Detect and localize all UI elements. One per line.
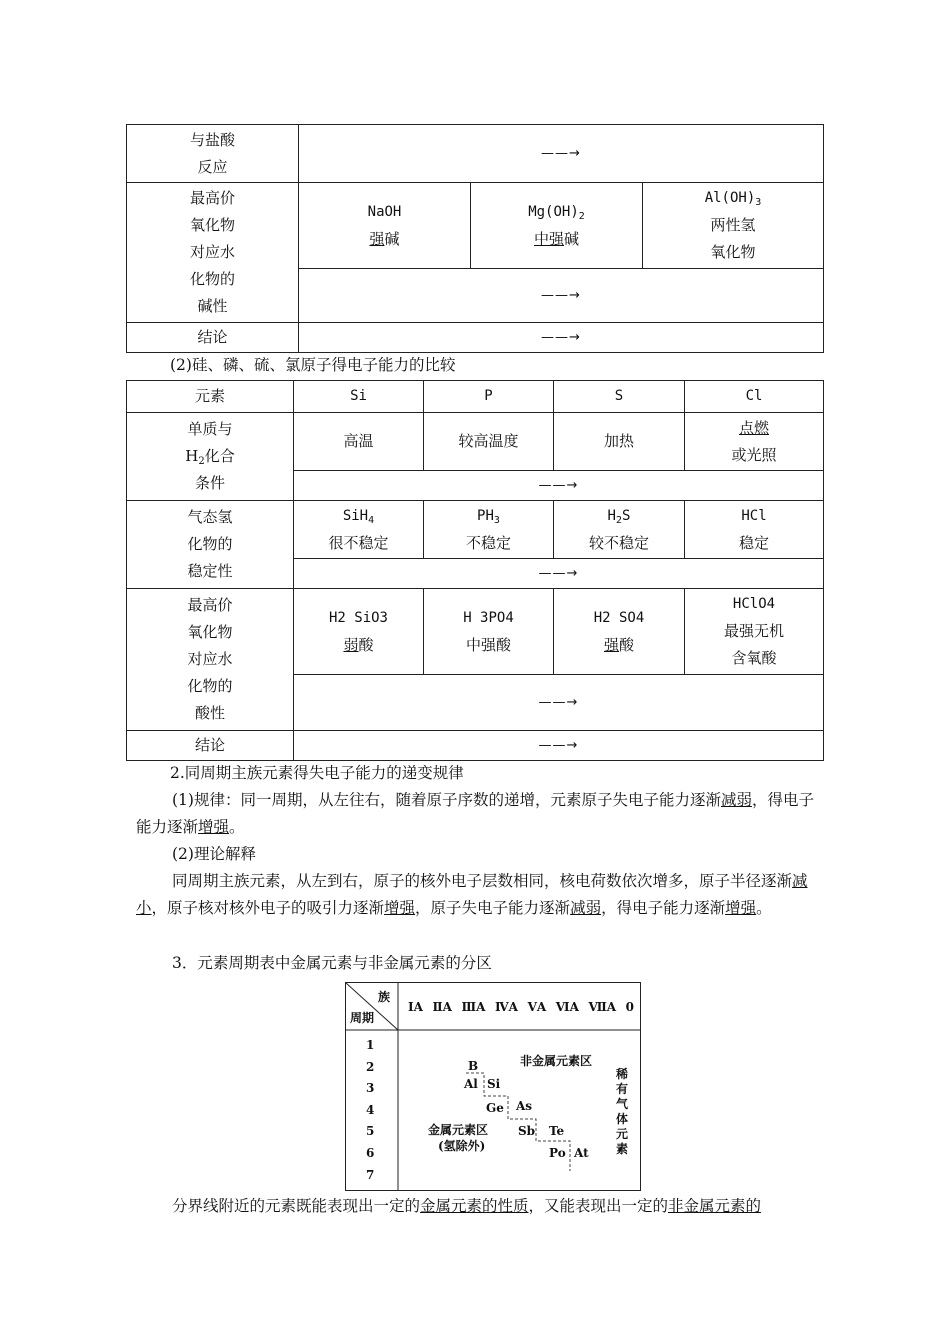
acid-cell: H2 SiO3 弱酸	[294, 589, 424, 675]
period-column: 1 2 3 4 5 6 7	[366, 1038, 375, 1182]
sub-heading: (2)理论解释	[172, 845, 256, 863]
closing-paragraph: 分界线附近的元素既能表现出一定的金属元素的性质，又能表现出一定的非金属元素的	[172, 1197, 762, 1215]
condition-cell: 点燃 或光照	[685, 413, 824, 471]
condition-cell: 高温	[294, 413, 424, 471]
trend-arrow: ——→	[294, 471, 824, 501]
element-b: B	[468, 1059, 479, 1073]
table-row	[127, 501, 824, 559]
element-te: Te	[549, 1124, 565, 1138]
hydride-cell: $H_2S$ 较不稳定	[554, 501, 685, 559]
row-label: 气态氢 化物的 稳定性	[127, 501, 294, 589]
noble-gas-label: 稀有气体元素	[616, 1067, 629, 1156]
table-row	[127, 323, 824, 353]
element-at: At	[574, 1146, 589, 1160]
group-label: 族	[378, 990, 391, 1004]
header-label: 元素	[127, 381, 294, 413]
element-as: As	[516, 1099, 533, 1113]
period-label: 周期	[350, 1011, 375, 1025]
table-row	[127, 413, 824, 471]
group-header-row: ⅠA ⅡA ⅢA ⅣA ⅤA ⅥA ⅦA 0	[408, 1000, 634, 1014]
section-heading: 2.同周期主族元素得失电子能力的递变规律	[170, 764, 464, 782]
trend-arrow: ——→	[294, 559, 824, 589]
table-row	[127, 589, 824, 675]
trend-arrow: ——→	[294, 731, 824, 761]
row-label: 单质与 $H_2$化合 条件	[127, 413, 294, 501]
row-label: 最高价 氧化物 对应水 化物的 碱性	[127, 183, 299, 323]
element-al: Al	[464, 1077, 478, 1091]
trend-arrow: ——→	[299, 323, 824, 353]
acid-cell: HClO4 最强无机 含氧酸	[685, 589, 824, 675]
trend-arrow: ——→	[299, 125, 824, 183]
hydride-cell: SiH$_4$ 很不稳定	[294, 501, 424, 559]
hydride-cell: HCl 稳定	[685, 501, 824, 559]
element-p: P	[424, 381, 554, 413]
element-po: Po	[549, 1146, 566, 1160]
trend-arrow: ——→	[299, 269, 824, 323]
table-row	[127, 125, 824, 183]
row-label: 结论	[127, 731, 294, 761]
element-cl: Cl	[685, 381, 824, 413]
table-row	[127, 731, 824, 761]
element-si: Si	[487, 1077, 501, 1091]
periodic-zone-diagram	[345, 982, 641, 1191]
aloh3-cell: $Al(OH)_3$ 两性氢 氧化物	[643, 183, 824, 269]
element-s: S	[554, 381, 685, 413]
row-label: 最高价 氧化物 对应水 化物的 酸性	[127, 589, 294, 731]
acid-cell: H 3PO4 中强酸	[424, 589, 554, 675]
table-header-row	[127, 381, 824, 413]
nonmetal-zone-label: 非金属元素区	[520, 1054, 593, 1068]
table-nonmetal-comparison	[126, 380, 824, 761]
acid-cell: H2 SO4 强酸	[554, 589, 685, 675]
theory-paragraph: 同周期主族元素，从左到右，原子的核外电子层数相同，核电荷数依次增多，原子半径逐渐减小，原子核对核外电子的吸引力逐渐增强，原子失电子能力逐渐减弱，得电子能力逐渐增强。	[136, 872, 808, 917]
section-heading: (2)硅、磷、硫、氯原子得电子能力的比较	[170, 356, 456, 374]
element-si: Si	[294, 381, 424, 413]
section-heading: 3．元素周期表中金属元素与非金属元素的分区	[172, 954, 492, 972]
table-row	[127, 183, 824, 269]
element-ge: Ge	[486, 1101, 504, 1115]
hydride-cell: $PH_3$ 不稳定	[424, 501, 554, 559]
metal-zone-label: 金属元素区	[428, 1123, 489, 1137]
condition-cell: 较高温度	[424, 413, 554, 471]
element-sb: Sb	[518, 1124, 536, 1138]
mgoh2-cell: $Mg(OH)_2$ 中强碱	[471, 183, 643, 269]
trend-arrow: ——→	[294, 675, 824, 731]
rule-paragraph: (1)规律：同一周期，从左往右，随着原子序数的递增，元素原子失电子能力逐渐减弱，得电子能力逐渐增强。	[136, 791, 814, 836]
condition-cell: 加热	[554, 413, 685, 471]
row-label: 与盐酸 反应	[127, 125, 299, 183]
row-label: 结论	[127, 323, 299, 353]
naoh-cell: NaOH 强碱	[299, 183, 471, 269]
metal-zone-note: (氢除外)	[438, 1139, 486, 1153]
table-metal-comparison	[126, 124, 824, 353]
